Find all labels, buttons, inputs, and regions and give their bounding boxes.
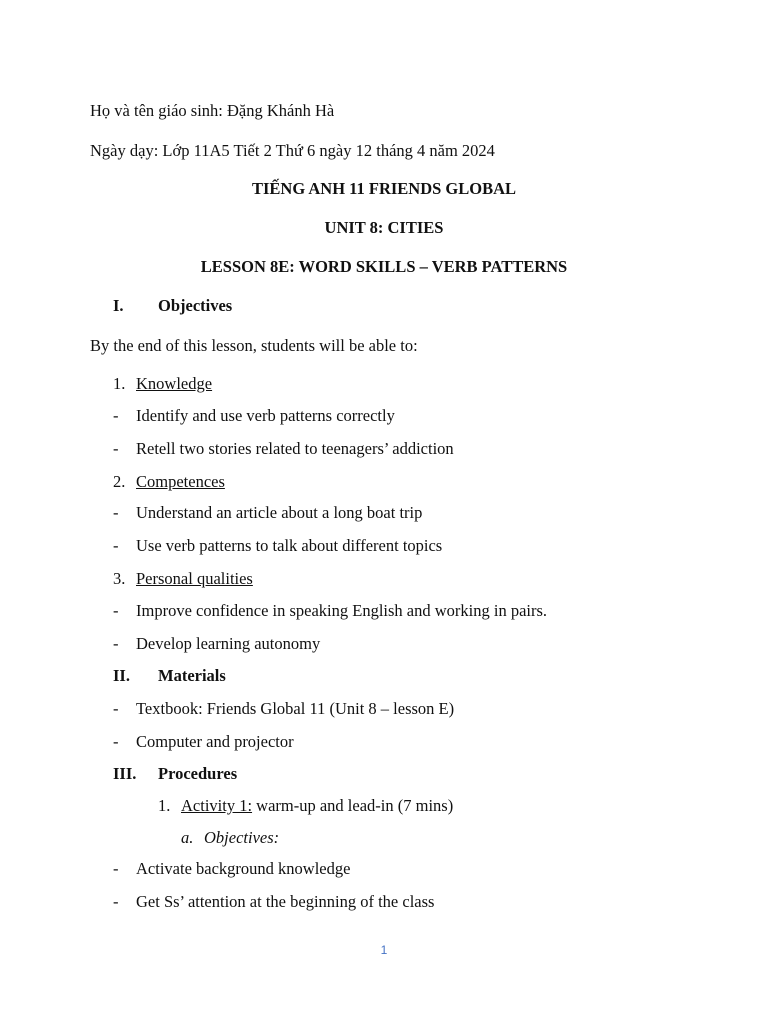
objective-group-knowledge <box>113 374 213 394</box>
list-item-text: Computer and projector <box>136 732 294 751</box>
list-item-text: Get Ss’ attention at the beginning of the class <box>136 892 435 911</box>
list-number: 3. <box>113 569 126 588</box>
bullet-dash: - <box>113 406 119 425</box>
bullet-dash: - <box>113 699 119 718</box>
bullet-dash: - <box>113 536 119 555</box>
sub-heading-objectives <box>181 828 280 848</box>
teacher-name: Họ và tên giáo sinh: Đặng Khánh Hà <box>90 101 335 120</box>
course-title: TIẾNG ANH 11 FRIENDS GLOBAL <box>251 179 517 198</box>
group-title: Competences <box>136 472 225 491</box>
activity-label: Activity 1: <box>181 796 253 815</box>
objective-group-personal-qualities <box>113 569 253 589</box>
list-number: 2. <box>113 472 126 491</box>
list-number: 1. <box>113 374 126 393</box>
bullet-dash: - <box>113 439 119 458</box>
list-item-text: Identify and use verb patterns correctly <box>136 406 395 425</box>
bullet-dash: - <box>113 634 119 653</box>
group-title: Personal qualities <box>136 569 253 588</box>
bullet-dash: - <box>113 732 119 751</box>
sub-letter: a. <box>181 828 194 847</box>
group-title: Knowledge <box>136 374 213 393</box>
list-item-text: Improve confidence in speaking English and working in pairs. <box>136 601 548 620</box>
list-item-text: Retell two stories related to teenagers’ addiction <box>136 439 454 458</box>
bullet-dash: - <box>113 601 119 620</box>
list-item-text: Understand an article about a long boat trip <box>136 503 423 522</box>
section-title: Objectives <box>158 296 233 315</box>
bullet-dash: - <box>113 859 119 878</box>
list-item-text: Activate background knowledge <box>136 859 351 878</box>
teaching-date: Ngày dạy: Lớp 11A5 Tiết 2 Thứ 6 ngày 12 tháng 4 năm 2024 <box>90 141 495 160</box>
activity-description: warm-up and lead-in (7 mins) <box>252 796 454 815</box>
list-item-text: Develop learning autonomy <box>136 634 321 653</box>
sub-heading-text: Objectives: <box>204 828 280 847</box>
section-numeral: I. <box>113 296 124 315</box>
bullet-dash: - <box>113 503 119 522</box>
page-number: 1 <box>380 943 388 957</box>
bullet-dash: - <box>113 892 119 911</box>
activity-title <box>181 796 453 816</box>
objectives-intro: By the end of this lesson, students will be able to: <box>90 336 418 355</box>
unit-title: UNIT 8: CITIES <box>324 218 444 237</box>
objective-group-competences <box>113 472 225 492</box>
section-title: Materials <box>158 666 226 685</box>
section-title: Procedures <box>158 764 238 783</box>
lesson-title: LESSON 8E: WORD SKILLS – VERB PATTERNS <box>200 257 568 276</box>
list-item-text: Use verb patterns to talk about different topics <box>136 536 443 555</box>
activity-heading <box>158 796 454 816</box>
list-number: 1. <box>158 796 171 815</box>
section-numeral: II. <box>113 666 130 685</box>
list-item-text: Textbook: Friends Global 11 (Unit 8 – lesson E) <box>136 699 455 718</box>
section-numeral: III. <box>113 764 137 783</box>
